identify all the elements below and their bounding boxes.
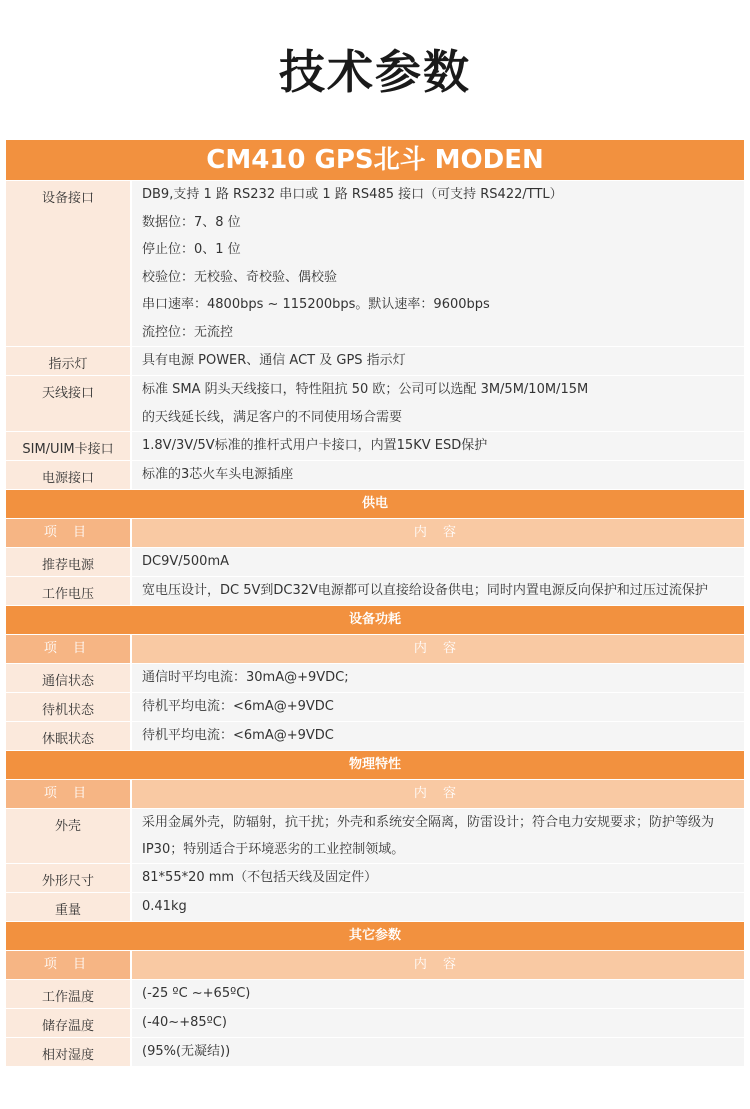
spec-row: [6, 722, 744, 750]
spec-line: 校验位：无校验、奇校验、偶校验: [142, 269, 338, 285]
header-content: 内 容: [132, 519, 744, 547]
page-title: 技术参数: [279, 45, 471, 99]
table-header: [6, 635, 744, 663]
spec-value: DC9V/500mA: [132, 548, 744, 576]
spec-line: 标准 SMA 阴头天线接口，特性阻抗 50 欧；公司可以选配 3M/5M/10M/15M: [142, 382, 589, 397]
spec-row: [6, 432, 744, 460]
spec-label: SIM/UIM卡接口: [6, 432, 132, 460]
header-content: 内 容: [132, 951, 744, 979]
spec-row: [6, 1038, 744, 1066]
header-item: 项 目: [6, 951, 132, 979]
product-title: CM410 GPS北斗 MODEN: [6, 140, 744, 180]
spec-row: [6, 864, 744, 892]
spec-line: 的天线延长线，满足客户的不同使用场合需要: [142, 409, 403, 425]
spec-label: 工作温度: [6, 980, 132, 1008]
spec-label: 天线接口: [6, 376, 132, 431]
spec-label: 重量: [6, 893, 132, 921]
header-item: 项 目: [6, 780, 132, 808]
spec-label: 推荐电源: [6, 548, 132, 576]
spec-label: 工作电压: [6, 577, 132, 605]
spec-value: 待机平均电流：<6mA@+9VDC: [132, 722, 744, 750]
spec-line: 标准的3芯火车头电源插座: [142, 467, 294, 482]
header-content: 内 容: [132, 780, 744, 808]
spec-line: 1.8V/3V/5V标准的推杆式用户卡接口，内置15KV ESD保护: [142, 438, 488, 453]
section-title: 物理特性: [6, 751, 744, 779]
spec-label: 电源接口: [6, 461, 132, 489]
spec-line: 具有电源 POWER、通信 ACT 及 GPS 指示灯: [142, 353, 406, 368]
header-item: 项 目: [6, 519, 132, 547]
spec-label: 指示灯: [6, 347, 132, 375]
spec-row: [6, 181, 744, 346]
spec-row: [6, 347, 744, 375]
table-header: [6, 951, 744, 979]
interfaces-block: [6, 181, 744, 489]
spec-label: 外壳: [6, 809, 132, 863]
spec-row: [6, 376, 744, 431]
spec-label: 相对湿度: [6, 1038, 132, 1066]
spec-row: [6, 577, 744, 605]
section-title: 供电: [6, 490, 744, 518]
spec-value: [132, 432, 744, 460]
spec-row: [6, 980, 744, 1008]
spec-row: [6, 809, 744, 863]
spec-value: [132, 347, 744, 375]
spec-row: [6, 461, 744, 489]
spec-value: 待机平均电流：<6mA@+9VDC: [132, 693, 744, 721]
spec-line: 流控位：无流控: [142, 324, 234, 340]
spec-label: 待机状态: [6, 693, 132, 721]
spec-row: [6, 664, 744, 692]
header-content: 内 容: [132, 635, 744, 663]
spec-value: 采用金属外壳，防辐射，抗干扰；外壳和系统安全隔离，防雷设计；符合电力安规要求；防护等级为 IP30；特别适合于环境恶劣的工业控制领域。: [132, 809, 744, 863]
spec-label: 外形尺寸: [6, 864, 132, 892]
table-header: [6, 780, 744, 808]
spec-label: 通信状态: [6, 664, 132, 692]
spec-line: 停止位：0、1 位: [142, 242, 241, 257]
spec-value: 宽电压设计，DC 5V到DC32V电源都可以直接给设备供电；同时内置电源反向保护和过压过流保护: [132, 577, 744, 605]
spec-row: [6, 548, 744, 576]
spec-label: 休眠状态: [6, 722, 132, 750]
spec-value: (-25 ºC ~+65ºC): [132, 980, 744, 1008]
spec-value: [132, 461, 744, 489]
section-title: 其它参数: [6, 922, 744, 950]
spec-value: 0.41kg: [132, 893, 744, 921]
spec-row: [6, 893, 744, 921]
sections-block: [6, 490, 744, 1066]
spec-line: 串口速率：4800bps ~ 115200bps。默认速率：9600bps: [142, 297, 490, 312]
spec-value: 通信时平均电流：30mA@+9VDC;: [132, 664, 744, 692]
spec-row: [6, 693, 744, 721]
spec-table: [6, 140, 744, 1066]
header-item: 项 目: [6, 635, 132, 663]
spec-value: 81*55*20 mm（不包括天线及固定件）: [132, 864, 744, 892]
spec-value: (-40~+85ºC): [132, 1009, 744, 1037]
spec-label: 储存温度: [6, 1009, 132, 1037]
spec-value: (95%(无凝结)): [132, 1038, 744, 1066]
spec-line: DB9,支持 1 路 RS232 串口或 1 路 RS485 接口（可支持 RS422/TTL）: [142, 187, 563, 202]
spec-value: [132, 376, 744, 431]
spec-row: [6, 1009, 744, 1037]
spec-line: 数据位：7、8 位: [142, 214, 241, 230]
spec-value: [132, 181, 744, 346]
section-title: 设备功耗: [6, 606, 744, 634]
spec-label: 设备接口: [6, 181, 132, 346]
table-header: [6, 519, 744, 547]
